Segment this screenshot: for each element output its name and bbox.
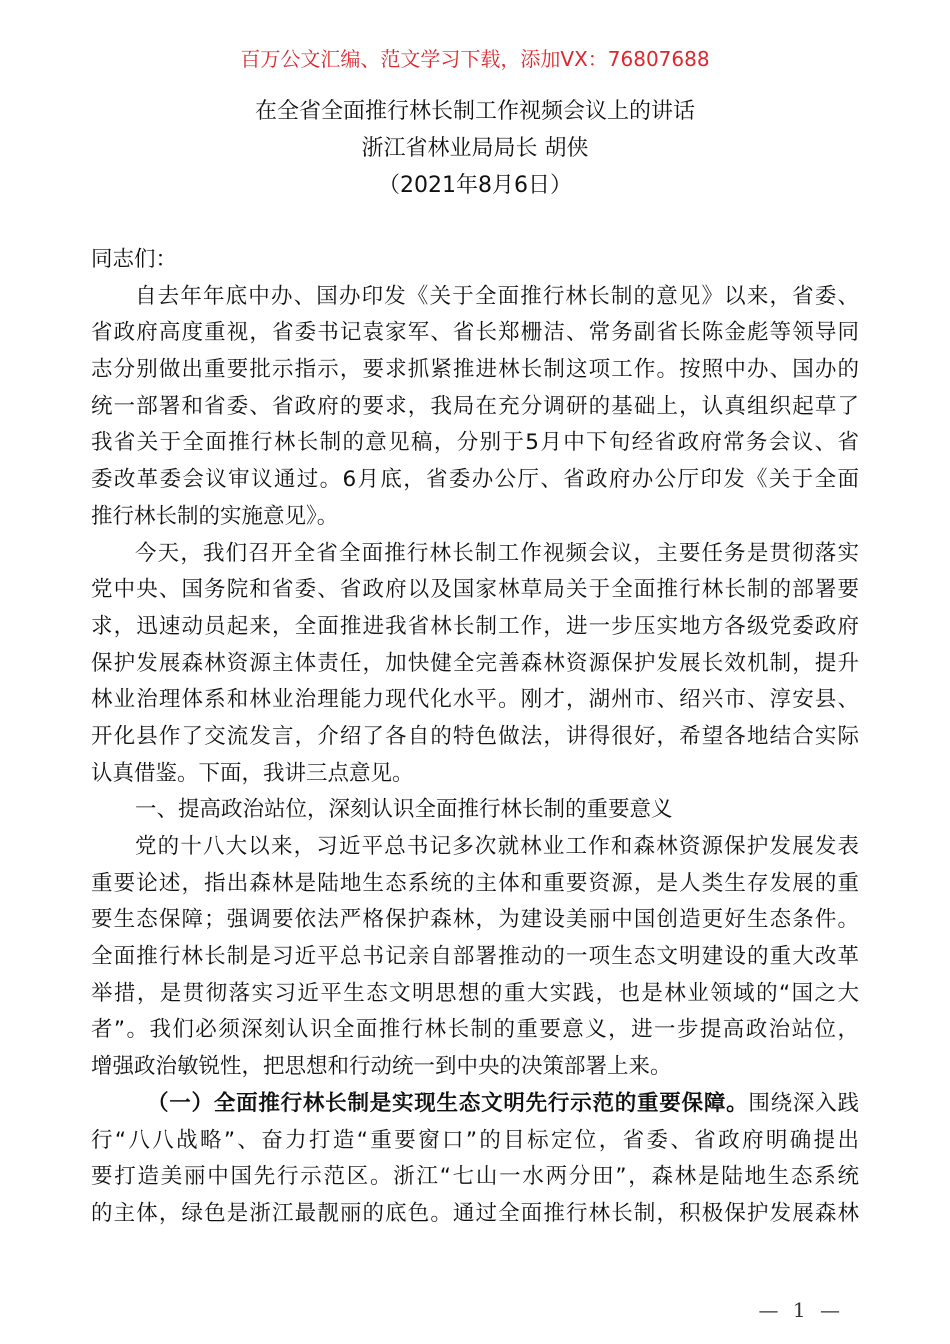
line-text: 者”。我们必须深刻认识全面推行林长制的重要意义，进一步提高政治站位， xyxy=(91,1017,859,1043)
text-line xyxy=(91,1159,859,1196)
line-text: 我省关于全面推行林长制的意见稿，分别于5月中下旬经省政府常务会议、省 xyxy=(91,430,859,456)
paragraph xyxy=(91,536,859,793)
page-number: — 1 — xyxy=(758,1298,844,1322)
document-date: （2021年8月6日） xyxy=(378,173,572,198)
watermark-banner: 百万公文汇编、范文学习下载，添加VX：76807688 xyxy=(240,47,710,71)
line-text: 党的十八大以来，习近平总书记多次就林业工作和森林资源保护发展发表 xyxy=(135,834,859,859)
text-line xyxy=(91,866,859,903)
line-text: 开化县作了交流发言，介绍了各自的特色做法，讲得很好，希望各地结合实际 xyxy=(91,723,859,749)
line-text: 举措，是贯彻落实习近平生态文明思想的重大实践，也是林业领域的“国之大 xyxy=(91,980,859,1006)
text-line xyxy=(91,315,859,352)
line-text: 的主体，绿色是浙江最靓丽的底色。通过全面推行林长制，积极保护发展森林 xyxy=(91,1200,859,1226)
text-line xyxy=(91,1012,859,1049)
line-text: 行“八八战略”、奋力打造“重要窗口”的目标定位，省委、省政府明确提出 xyxy=(91,1127,859,1153)
text-line xyxy=(91,719,859,756)
text-line xyxy=(91,646,859,683)
text-line xyxy=(91,792,859,829)
text-line xyxy=(91,425,859,462)
line-text: 重要论述，指出森林是陆地生态系统的主体和重要资源，是人类生存发展的重 xyxy=(91,870,859,896)
line-text: 林业治理体系和林业治理能力现代化水平。刚才，湖州市、绍兴市、淳安县、 xyxy=(91,687,859,713)
text-line xyxy=(91,462,859,499)
text-line xyxy=(91,1196,859,1233)
line-text: 保护发展森林资源主体责任，加快健全完善森林资源保护发展长效机制，提升 xyxy=(91,650,859,676)
line-text: 委改革委会议审议通过。6月底，省委办公厅、省政府办公厅印发《关于全面 xyxy=(91,467,859,493)
line-text: 围绕深入践 xyxy=(748,1090,859,1116)
text-line xyxy=(91,682,859,719)
paragraph xyxy=(91,829,859,1086)
line-text: 一、提高政治站位，深刻认识全面推行林长制的重要意义 xyxy=(135,797,673,823)
text-line xyxy=(91,976,859,1013)
text-line xyxy=(91,352,859,389)
text-line xyxy=(91,939,859,976)
line-text: 党中央、国务院和省委、省政府以及国家林草局关于全面推行林长制的部署要 xyxy=(91,577,859,603)
line-text: 志分别做出重要批示指示，要求抓紧推进林长制这项工作。按照中办、国办的 xyxy=(91,357,859,383)
text-line xyxy=(91,902,859,939)
line-text: 要生态保障；强调要依法严格保护森林，为建设美丽中国创造更好生态条件。 xyxy=(91,907,859,933)
text-line xyxy=(91,1123,859,1160)
document-author: 浙江省林业局局长 胡侠 xyxy=(361,136,589,161)
text-line xyxy=(91,609,859,646)
line-text: 今天，我们召开全省全面推行林长制工作视频会议，主要任务是贯彻落实 xyxy=(135,540,859,566)
text-line xyxy=(91,279,859,316)
line-text: 推行林长制的实施意见》。 xyxy=(91,503,339,529)
text-line xyxy=(91,829,859,866)
text-line xyxy=(91,756,859,793)
paragraph xyxy=(91,1086,859,1233)
text-line xyxy=(91,242,859,279)
line-text: 增强政治敏锐性，把思想和行动统一到中央的决策部署上来。 xyxy=(91,1054,672,1080)
line-text: 全面推行林长制是习近平总书记亲自部署推动的一项生态文明建设的重大改革 xyxy=(91,944,859,970)
text-line xyxy=(91,389,859,426)
document-body xyxy=(91,242,859,1233)
text-line xyxy=(91,1086,859,1123)
line-text: 自去年年底中办、国办印发《关于全面推行林长制的意见》以来，省委、 xyxy=(135,283,859,309)
paragraph xyxy=(91,242,859,279)
paragraph xyxy=(91,792,859,829)
line-text: 认真借鉴。下面，我讲三点意见。 xyxy=(91,760,414,786)
text-line xyxy=(91,572,859,609)
paragraph xyxy=(91,279,859,536)
document-title: 在全省全面推行林长制工作视频会议上的讲话 xyxy=(254,99,695,124)
bold-heading: （一）全面推行林长制是实现生态文明先行示范的重要保障。 xyxy=(147,1090,749,1116)
line-text: 要打造美丽中国先行示范区。浙江“七山一水两分田”，森林是陆地生态系统 xyxy=(91,1164,859,1190)
line-text: 省政府高度重视，省委书记袁家军、省长郑栅洁、常务副省长陈金彪等领导同 xyxy=(91,320,859,346)
line-text: 统一部署和省委、省政府的要求，我局在充分调研的基础上，认真组织起草了 xyxy=(91,393,859,419)
text-line xyxy=(91,536,859,573)
line-text: 求，迅速动员起来，全面推进我省林长制工作，进一步压实地方各级党委政府 xyxy=(91,613,859,639)
text-line xyxy=(91,499,859,536)
text-line xyxy=(91,1049,859,1086)
line-text: 同志们： xyxy=(91,247,178,272)
